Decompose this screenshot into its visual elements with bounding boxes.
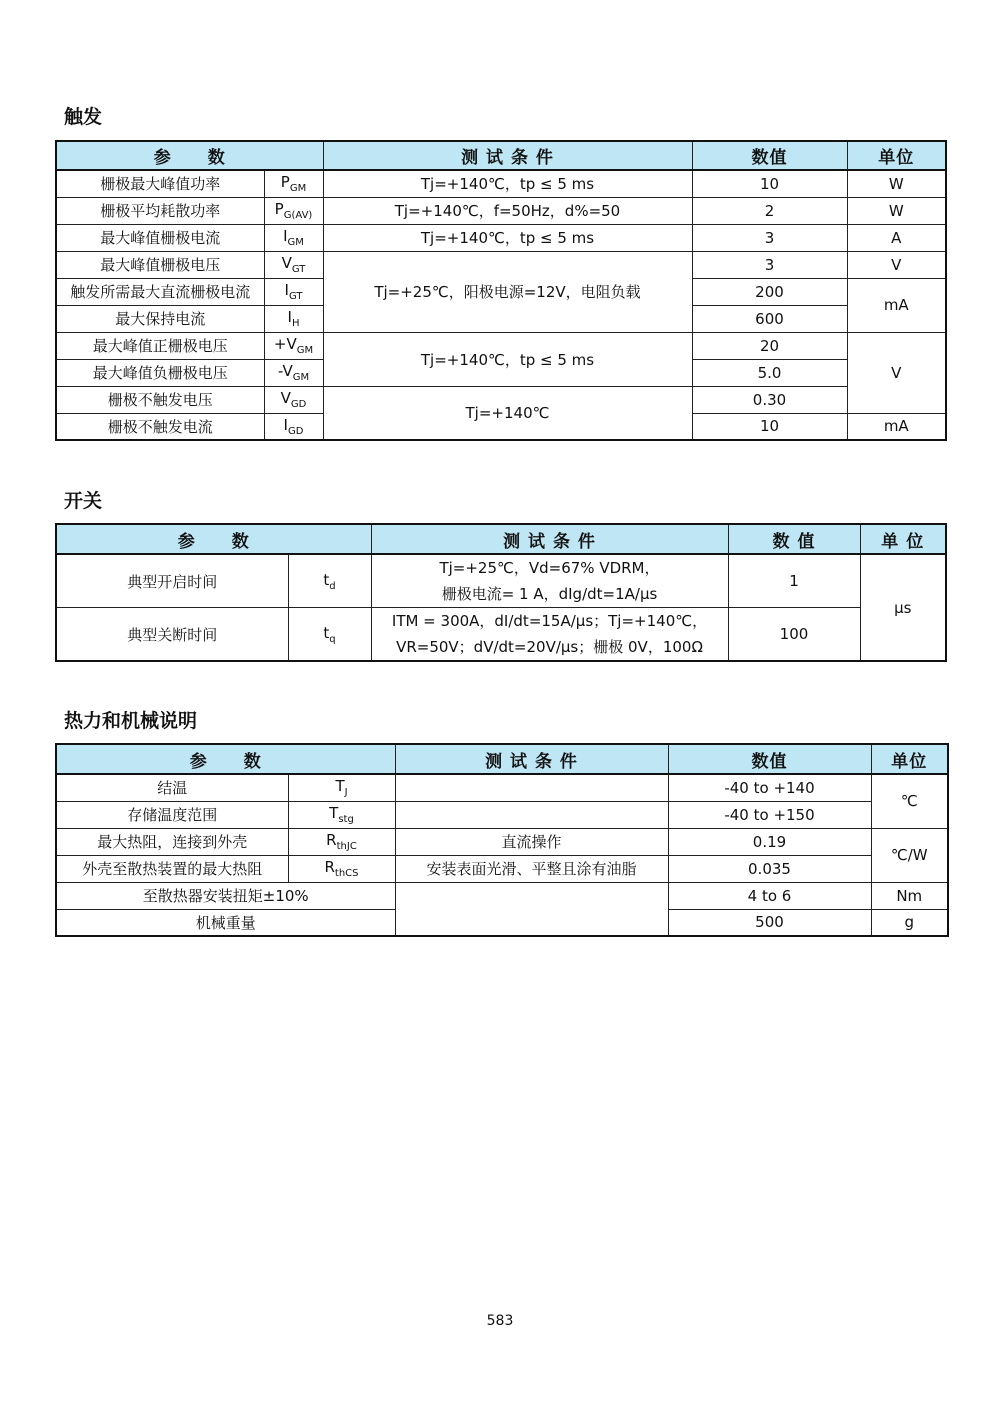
header-condition: 测 试 条 件 [395,744,668,774]
table-row [56,608,946,662]
test-condition [395,801,668,828]
param-name: 最大峰值栅极电压 [56,251,264,278]
param-value: 1 [728,554,860,608]
param-symbol: $t_d$ [288,554,371,608]
test-condition [371,554,728,608]
param-symbol: $R_{thJC}$ [288,828,395,855]
table-row [56,855,948,882]
table-row [56,332,946,359]
param-unit: W [847,197,946,224]
test-condition [395,882,668,936]
param-name: 机械重量 [56,909,395,936]
param-value: 3 [692,251,847,278]
param-value: 500 [668,909,871,936]
table-row [56,882,948,909]
param-symbol: $+V_{GM}$ [264,332,323,359]
section-title-thermal: 热力和机械说明 [64,710,198,732]
param-name: 典型开启时间 [56,554,288,608]
table-row [56,251,946,278]
header-param: 参 数 [56,141,323,170]
trigger-table [55,140,947,441]
param-symbol: $P_{GM}$ [264,170,323,197]
test-condition [371,608,728,662]
param-value: 3 [692,224,847,251]
param-symbol: $t_q$ [288,608,371,662]
table-row [56,386,946,413]
param-name: 栅极平均耗散功率 [56,197,264,224]
param-value: 20 [692,332,847,359]
header-unit: 单 位 [860,524,946,554]
param-unit: g [871,909,948,936]
param-name: 外壳至散热装置的最大热阻 [56,855,288,882]
param-unit: μs [860,554,946,661]
condition-line-2: VR=50V；dV/dt=20V/μs；栅极 0V，100Ω [396,638,703,656]
test-condition: Tj=+140℃，tp ≤ 5 ms [323,332,692,386]
header-value: 数值 [692,141,847,170]
param-value: 4 to 6 [668,882,871,909]
test-condition: Tj=+140℃，tp ≤ 5 ms [323,224,692,251]
param-symbol: $I_{GD}$ [264,413,323,440]
param-value: 200 [692,278,847,305]
param-symbol: $P_{G(AV)}$ [264,197,323,224]
param-name: 触发所需最大直流栅极电流 [56,278,264,305]
param-name: 最大保持电流 [56,305,264,332]
param-value: 600 [692,305,847,332]
section-title-switching: 开关 [64,490,103,512]
table-row [56,828,948,855]
param-name: 栅极不触发电压 [56,386,264,413]
test-condition: 直流操作 [395,828,668,855]
table-row [56,197,946,224]
switching-table [55,523,947,662]
table-row [56,170,946,197]
param-unit: V [847,251,946,278]
header-value: 数值 [668,744,871,774]
param-name: 栅极最大峰值功率 [56,170,264,197]
param-unit: A [847,224,946,251]
param-name: 栅极不触发电流 [56,413,264,440]
header-unit: 单位 [871,744,948,774]
header-condition: 测 试 条 件 [371,524,728,554]
param-value: -40 to +140 [668,774,871,801]
param-symbol: $I_H$ [264,305,323,332]
param-name: 至散热器安装扭矩±10% [56,882,395,909]
param-value: 0.19 [668,828,871,855]
test-condition: Tj=+140℃，f=50Hz，d%=50 [323,197,692,224]
param-symbol: $-V_{GM}$ [264,359,323,386]
param-name: 结温 [56,774,288,801]
param-symbol: $T_J$ [288,774,395,801]
condition-line-1: ITM = 300A，dI/dt=15A/μs；Tj=+140℃， [391,612,708,630]
table-row [56,554,946,608]
param-unit: W [847,170,946,197]
header-param: 参 数 [56,524,371,554]
param-value: 10 [692,413,847,440]
param-name: 最大峰值负栅极电压 [56,359,264,386]
thermal-table [55,743,949,937]
test-condition: Tj=+140℃，tp ≤ 5 ms [323,170,692,197]
param-value: 100 [728,608,860,662]
param-unit: mA [847,278,946,332]
param-symbol: $T_{stg}$ [288,801,395,828]
test-condition: Tj=+140℃ [323,386,692,440]
condition-line-1: Tj=+25℃，Vd=67% VDRM， [439,559,660,577]
param-unit: V [847,332,946,413]
section-title-trigger: 触发 [64,106,103,128]
table-header-row [56,524,946,554]
param-value: -40 to +150 [668,801,871,828]
header-unit: 单位 [847,141,946,170]
test-condition: 安装表面光滑、平整且涂有油脂 [395,855,668,882]
table-row [56,774,948,801]
param-value: 10 [692,170,847,197]
param-symbol: $I_{GM}$ [264,224,323,251]
test-condition [395,774,668,801]
param-value: 2 [692,197,847,224]
param-unit: ℃/W [871,828,948,882]
table-row [56,224,946,251]
param-name: 最大峰值栅极电流 [56,224,264,251]
header-condition: 测 试 条 件 [323,141,692,170]
condition-line-2: 栅极电流= 1 A，dIg/dt=1A/μs [441,585,658,603]
param-value: 0.30 [692,386,847,413]
param-symbol: $V_{GT}$ [264,251,323,278]
table-header-row [56,744,948,774]
param-symbol: $V_{GD}$ [264,386,323,413]
param-name: 存储温度范围 [56,801,288,828]
test-condition: Tj=+25℃，阳极电源=12V，电阻负载 [323,251,692,332]
param-name: 最大热阻，连接到外壳 [56,828,288,855]
param-symbol: $R_{thCS}$ [288,855,395,882]
param-unit: Nm [871,882,948,909]
param-unit: ℃ [871,774,948,828]
param-unit: mA [847,413,946,440]
param-value: 0.035 [668,855,871,882]
param-name: 典型关断时间 [56,608,288,662]
header-param: 参 数 [56,744,395,774]
table-row [56,801,948,828]
header-value: 数 值 [728,524,860,554]
param-symbol: $I_{GT}$ [264,278,323,305]
page-number: 583 [486,1313,514,1329]
table-header-row [56,141,946,170]
param-name: 最大峰值正栅极电压 [56,332,264,359]
param-value: 5.0 [692,359,847,386]
